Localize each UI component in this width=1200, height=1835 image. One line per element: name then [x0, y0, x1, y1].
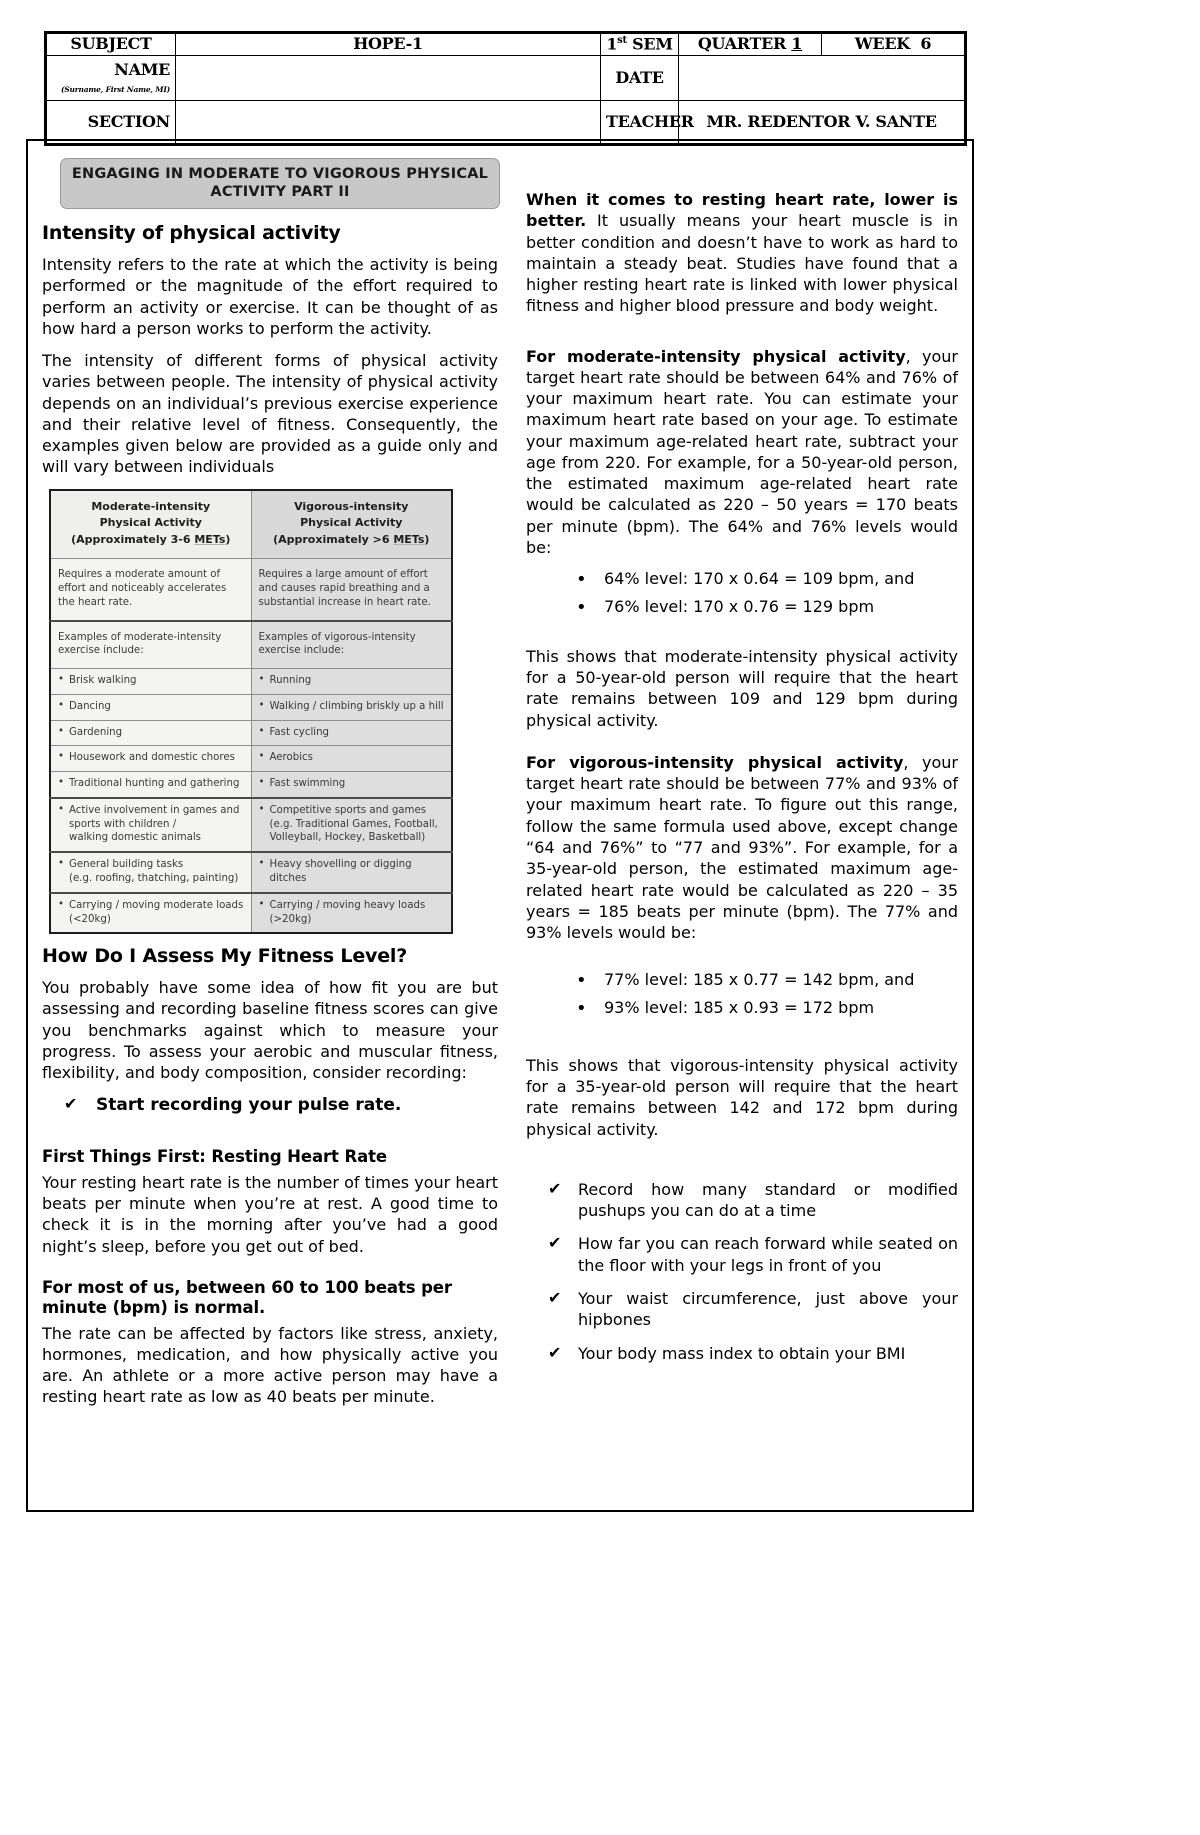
- check-icon: ✔: [64, 1094, 78, 1114]
- right-column: [524, 153, 958, 1500]
- mets-comparison-table: [49, 489, 453, 935]
- list-item: [576, 998, 958, 1019]
- list-item: [548, 1288, 958, 1331]
- paragraph-moderate-intensity: [526, 346, 958, 559]
- mets-description-vigorous: Requires a large amount of effort and causes rapid breathing and a substantial increase in heart rate.: [251, 559, 452, 621]
- mets-item-row: [50, 893, 452, 934]
- moderate-lead-rest: , your target heart rate should be between 64% and 76% of your maximum heart rate. You can estimate your maximum heart rate based on your age. To estimate your maximum age-related heart rate, subtract your age from 220. For example, for a 50-year-old person, the estimated maximum age-related heart rate would be calculated as 220 – 50 years = 170 beats per minute (bpm). The 64% and 76% levels would be:: [526, 346, 958, 557]
- mets-examples-intro-vigorous: Examples of vigorous-intensity exercise include:: [251, 621, 452, 669]
- mets-header-rcol: Vigorous-intensity Physical Activity (Approximately >6 METs): [251, 490, 452, 559]
- list-item: [548, 1233, 958, 1276]
- mets-item: • Aerobics: [251, 746, 452, 772]
- mets-item: • Housework and domestic chores: [50, 746, 251, 772]
- header-table: [44, 31, 967, 146]
- header-row-subject: [46, 33, 966, 56]
- resting-lead-rest: It usually means your heart muscle is in better condition and doesn’t have to work as hard to maintain a steady beat. Studies have found that a higher resting heart rate is linked with lower physical fitness and higher blood pressure and body weight.: [526, 211, 958, 316]
- moderate-levels-list: [526, 569, 958, 618]
- student-info-header: [44, 31, 964, 146]
- list-item: [576, 970, 958, 991]
- paragraph-assess: You probably have some idea of how fit you are but assessing and recording baseline fitness scores can give you benchmarks against which to measure your progress. To assess your aerobic and muscular fitness, flexibility, and body composition, consider recording:: [42, 978, 498, 1083]
- date-label: DATE: [601, 56, 679, 101]
- mets-item-row: [50, 720, 452, 746]
- paragraph-resting-lower-better: [526, 189, 958, 317]
- paragraph-intensity-1: Intensity refers to the rate at which the activity is being performed or the magnitude of the effort required to perform an activity or exercise. It can be thought of as how hard a person works to perform the activity.: [42, 255, 498, 338]
- list-item-label: 77% level: 185 x 0.77 = 142 bpm, and: [604, 970, 915, 990]
- mets-item: • Carrying / moving heavy loads (>20kg): [251, 893, 452, 934]
- mets-item: • Gardening: [50, 720, 251, 746]
- mets-item-row: [50, 694, 452, 720]
- list-item-label: 64% level: 170 x 0.64 = 109 bpm, and: [604, 569, 915, 589]
- list-item-label: How far you can reach forward while seated on the floor with your legs in front of you: [578, 1234, 958, 1275]
- mets-header-row: [50, 490, 452, 559]
- mets-description-moderate: Requires a moderate amount of effort and noticeably accelerates the heart rate.: [50, 559, 251, 621]
- list-item-label: Record how many standard or modified pushups you can do at a time: [578, 1179, 958, 1221]
- list-item: [576, 597, 958, 618]
- subject-value: HOPE-1: [176, 33, 601, 56]
- moderate-lead-bold: For moderate-intensity physical activity: [526, 346, 906, 366]
- vigorous-lead-bold: For vigorous-intensity physical activity: [526, 752, 904, 772]
- paragraph-moderate-conclusion: This shows that moderate-intensity physical activity for a 50-year-old person will require that the heart rate remains between 109 and 129 bpm during physical activity.: [526, 646, 958, 730]
- vigorous-lead-rest: , your target heart rate should be between 77% and 93% of your maximum heart rate. To figure out this range, follow the same formula used above, except change “64 and 76%” to “77 and 93%”. For example, for a 35-year-old person, the estimated maximum age-related heart rate would be calculated as 220 – 35 years = 185 beats per minute (bpm). The 77% and 93% levels would be:: [526, 752, 958, 943]
- list-item-label: Start recording your pulse rate.: [96, 1095, 402, 1116]
- week-label: WEEK 6: [822, 33, 966, 56]
- mets-item-row: [50, 798, 452, 852]
- fitness-record-checklist: [526, 1179, 958, 1364]
- mets-item: • Traditional hunting and gathering: [50, 772, 251, 798]
- check-icon: ✔: [548, 1233, 562, 1253]
- lesson-content-box: [26, 139, 974, 1512]
- list-item-label: Your body mass index to obtain your BMI: [578, 1343, 906, 1363]
- list-item-label: 76% level: 170 x 0.76 = 129 bpm: [604, 597, 875, 617]
- name-value[interactable]: [176, 56, 601, 101]
- section-label: SECTION: [46, 101, 176, 145]
- paragraph-rate-factors: The rate can be affected by factors like stress, anxiety, hormones, medication, and how physically active you are. An athlete or a more active person may have a resting heart rate as low as 40 beats per minute.: [42, 1323, 498, 1407]
- name-format-note: (Surname, First Name, MI): [60, 85, 170, 95]
- paragraph-resting: Your resting heart rate is the number of times your heart beats per minute when you’re at rest. A good time to check it is in the morning after you’ve had a good night’s sleep, before you get out of bed.: [42, 1172, 498, 1256]
- mets-item: • Competitive sports and games (e.g. Traditional Games, Football, Volleyball, Hockey, Basketball): [251, 798, 452, 852]
- mets-item: • Heavy shovelling or digging ditches: [251, 852, 452, 893]
- paragraph-vigorous-conclusion: This shows that vigorous-intensity physical activity for a 35-year-old person will require that the heart rate remains between 142 and 172 bpm during physical activity.: [526, 1055, 958, 1139]
- mets-description-row: [50, 559, 452, 621]
- mets-item: • Fast swimming: [251, 772, 452, 798]
- vigorous-levels-list: [526, 970, 958, 1019]
- list-item: [548, 1343, 958, 1364]
- pulse-check-list: [42, 1094, 498, 1117]
- left-column: [42, 153, 500, 1500]
- check-icon: ✔: [548, 1288, 562, 1308]
- mets-item-row: [50, 852, 452, 893]
- mets-header-lcol: Moderate-intensity Physical Activity (Approximately 3-6 METs): [50, 490, 251, 559]
- heading-intensity: Intensity of physical activity: [42, 222, 341, 245]
- heading-resting-heart-rate: First Things First: Resting Heart Rate: [42, 1147, 387, 1167]
- lesson-title-banner: ENGAGING IN MODERATE TO VIGOROUS PHYSICAL ACTIVITY PART II: [60, 158, 500, 209]
- check-icon: ✔: [548, 1342, 562, 1362]
- mets-item: • General building tasks (e.g. roofing, thatching, painting): [50, 852, 251, 893]
- mets-item: • Carrying / moving moderate loads (<20kg): [50, 893, 251, 934]
- heading-assess-fitness: How Do I Assess My Fitness Level?: [42, 945, 408, 968]
- date-value[interactable]: [679, 56, 966, 101]
- list-item: [64, 1094, 498, 1117]
- subject-label: SUBJECT: [46, 33, 176, 56]
- mets-item: • Fast cycling: [251, 720, 452, 746]
- resting-lead-bold: When it comes to resting heart rate, lower is better.: [526, 190, 958, 231]
- mets-item: • Brisk walking: [50, 669, 251, 695]
- mets-item: • Walking / climbing briskly up a hill: [251, 694, 452, 720]
- teacher-label: TEACHER: [601, 101, 679, 145]
- list-item: [576, 569, 958, 590]
- mets-examples-intro-row: [50, 621, 452, 669]
- teacher-value: MR. REDENTOR V. SANTE: [679, 101, 966, 145]
- heading-normal-bpm: For most of us, between 60 to 100 beats per minute (bpm) is normal.: [42, 1277, 452, 1317]
- mets-examples-intro-moderate: Examples of moderate-intensity exercise include:: [50, 621, 251, 669]
- mets-item-row: [50, 669, 452, 695]
- mets-item: • Running: [251, 669, 452, 695]
- quarter-label: QUARTER 1: [679, 33, 822, 56]
- header-row-name: [46, 56, 966, 101]
- mets-item-row: [50, 772, 452, 798]
- list-item-label: 93% level: 185 x 0.93 = 172 bpm: [604, 998, 875, 1018]
- paragraph-intensity-2: The intensity of different forms of physical activity varies between people. The intensity of physical activity depends on an individual’s previous exercise experience and their relative level of fitness. Consequently, the examples given below are provided as a guide only and will vary between individuals: [42, 351, 498, 477]
- name-label: NAME (Surname, First Name, MI): [46, 56, 176, 101]
- mets-item-row: [50, 746, 452, 772]
- paragraph-vigorous-intensity: [526, 752, 958, 943]
- semester-label: 1st SEM: [601, 33, 679, 56]
- mets-item: • Dancing: [50, 694, 251, 720]
- mets-item: • Active involvement in games and sports with children / walking domestic animals: [50, 798, 251, 852]
- list-item-label: Your waist circumference, just above your hipbones: [578, 1289, 958, 1330]
- check-icon: ✔: [548, 1178, 562, 1198]
- list-item: [548, 1179, 958, 1222]
